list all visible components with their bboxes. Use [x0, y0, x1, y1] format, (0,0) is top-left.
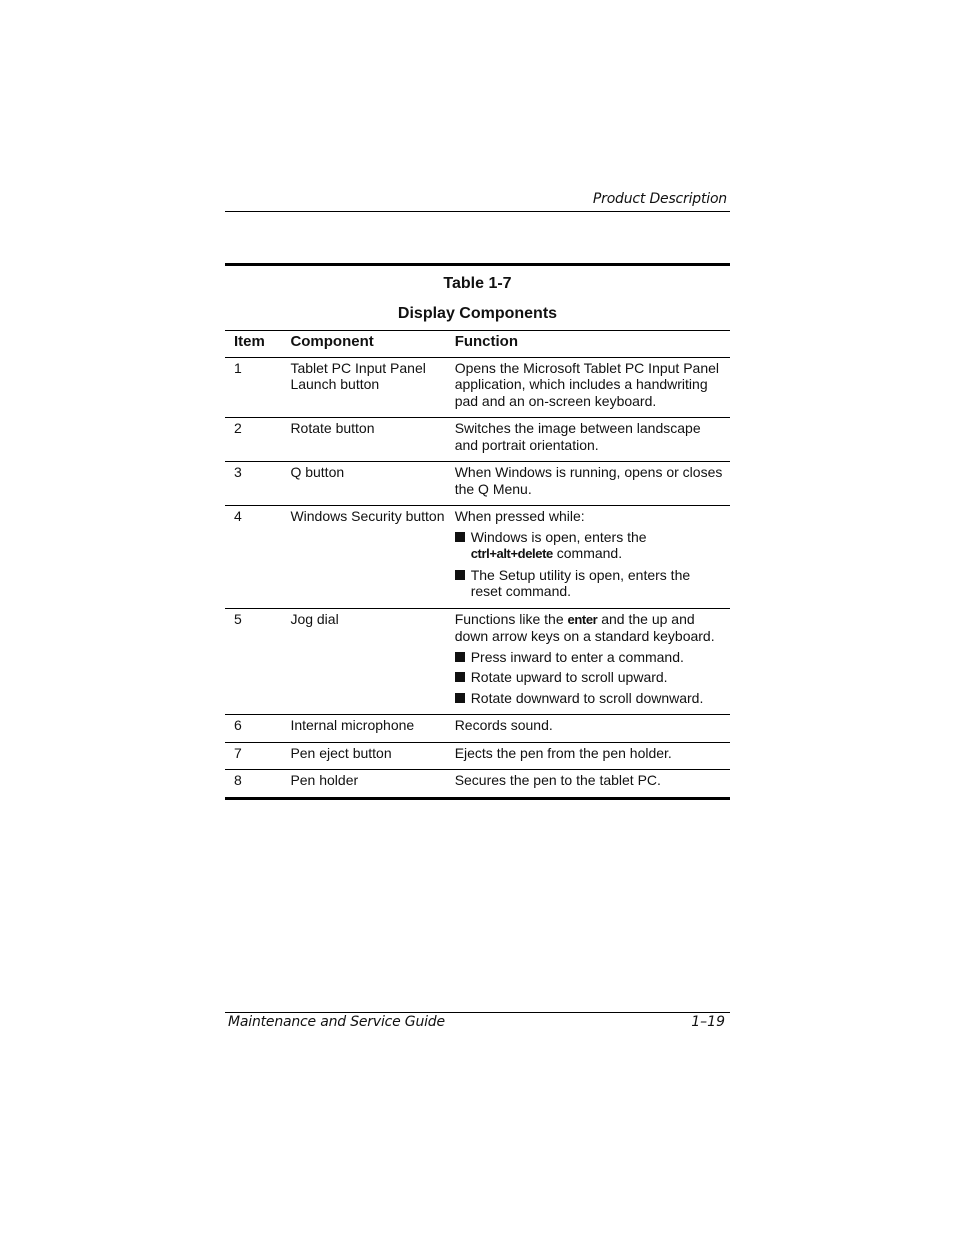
- function-text-before: Functions like the: [454, 610, 568, 627]
- bullet-text: Rotate downward to scroll downward.: [470, 689, 704, 706]
- bullet-text: The Setup utility is open, enters the reset command.: [470, 566, 691, 599]
- table-number: Table 1-7: [443, 275, 512, 292]
- table-row: [225, 506, 730, 609]
- keyboard-key: enter: [567, 611, 598, 627]
- square-bullet-icon: [455, 693, 465, 703]
- display-components-table: [225, 330, 730, 800]
- square-bullet-icon: [455, 652, 465, 662]
- function-text-after: and the up and down arrow keys on a standard keyboard.: [454, 610, 715, 644]
- bullet-text: Rotate upward to scroll upward.: [470, 669, 668, 685]
- footer-divider: [225, 1012, 730, 1013]
- component-name: Internal microphone: [290, 715, 454, 743]
- table-title: Display Components: [397, 305, 558, 322]
- item-number: 3: [225, 462, 290, 506]
- item-number: 1: [225, 357, 290, 418]
- function-description: Opens the Microsoft Tablet PC Input Panel application, which includes a handwriting pad and an on-screen keyboard.: [455, 357, 730, 418]
- table-row: [225, 357, 730, 418]
- table-row: [225, 742, 730, 770]
- page-number: 1–19: [691, 1014, 725, 1030]
- item-number: 2: [225, 418, 290, 462]
- function-description: Secures the pen to the tablet PC.: [455, 770, 730, 799]
- square-bullet-icon: [455, 672, 465, 682]
- column-header-component: Component: [290, 331, 454, 358]
- function-description: [455, 506, 730, 609]
- table-row: [225, 608, 730, 715]
- bullet-item: [455, 529, 724, 563]
- component-name: Rotate button: [290, 418, 454, 462]
- display-components-table-block: [225, 263, 730, 800]
- function-description: Switches the image between landscape and portrait orientation.: [455, 418, 730, 462]
- footer-guide-title: Maintenance and Service Guide: [228, 1014, 445, 1030]
- function-intro: When pressed while:: [454, 508, 585, 524]
- column-header-item: Item: [225, 331, 290, 358]
- running-header: Product Description: [592, 191, 727, 207]
- component-name: Q button: [290, 462, 454, 506]
- function-description: Records sound.: [455, 715, 730, 743]
- item-number: 5: [225, 608, 290, 715]
- item-number: 4: [225, 506, 290, 609]
- table-row: [225, 770, 730, 799]
- bullet-item: [455, 567, 724, 600]
- bullet-text-before: Windows is open, enters the: [470, 528, 647, 545]
- bullet-item: [455, 649, 724, 666]
- item-number: 7: [225, 742, 290, 770]
- table-row: [225, 715, 730, 743]
- component-name: Jog dial: [290, 608, 454, 715]
- item-number: 6: [225, 715, 290, 743]
- table-row: [225, 418, 730, 462]
- item-number: 8: [225, 770, 290, 799]
- header-divider: [225, 211, 730, 212]
- square-bullet-icon: [455, 570, 465, 580]
- square-bullet-icon: [455, 532, 465, 542]
- bullet-text: [471, 529, 724, 563]
- component-name: Tablet PC Input Panel Launch button: [290, 357, 454, 418]
- keyboard-key: ctrl+alt+delete: [470, 546, 553, 561]
- bullet-item: [455, 690, 724, 707]
- function-description: When Windows is running, opens or closes the Q Menu.: [455, 462, 730, 506]
- function-intro: [455, 611, 724, 645]
- bullet-text: Press inward to enter a command.: [470, 648, 684, 665]
- table-header-row: [225, 331, 730, 358]
- column-header-function: Function: [455, 331, 730, 358]
- bullet-item: [455, 669, 724, 686]
- bullet-text-after: command.: [552, 545, 623, 561]
- function-description: [455, 608, 730, 715]
- table-row: [225, 462, 730, 506]
- component-name: Pen eject button: [290, 742, 454, 770]
- component-name: Windows Security button: [290, 506, 454, 609]
- function-description: Ejects the pen from the pen holder.: [455, 742, 730, 770]
- component-name: Pen holder: [290, 770, 454, 799]
